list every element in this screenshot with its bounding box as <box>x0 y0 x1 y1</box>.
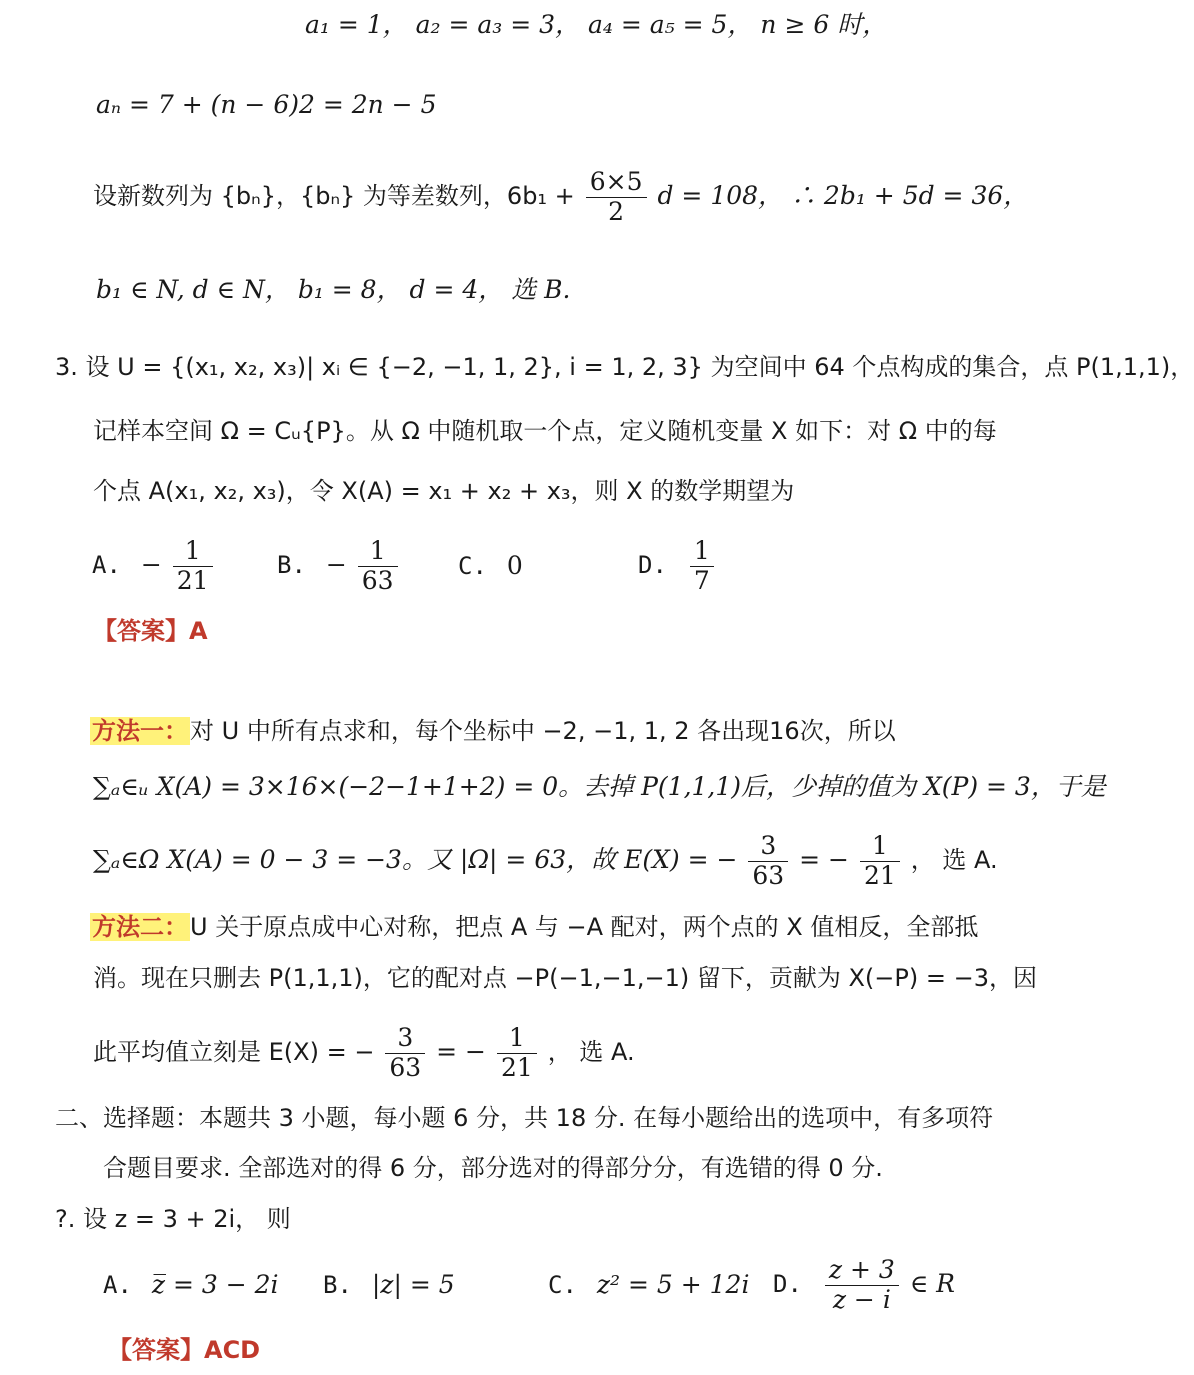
fraction-denominator: 7 <box>693 565 710 595</box>
option-tail: ∈ R <box>909 1268 956 1298</box>
option-fraction <box>173 537 213 596</box>
derivation-line-2: aₙ = 7 + (n − 6)2 = 2n − 5 <box>96 90 437 119</box>
derivation-line-3-end: d = 108， ∴ 2b₁ + 5d = 36， <box>657 180 1029 210</box>
q8-option-a <box>92 537 216 596</box>
fraction-numerator: 3 <box>748 832 788 862</box>
method-2-line-1 <box>90 914 978 939</box>
option-value: z̅ = 3 − 2i <box>151 1270 279 1299</box>
option-value: |z| = 5 <box>371 1270 455 1299</box>
question-8-line-2: 记样本空间 Ω = Cᵤ{P}。从 Ω 中随机取一个点，定义随机变量 X 如下：对 Ω 中的每 <box>93 417 997 445</box>
option-label: D. <box>638 550 667 579</box>
method-1-line-3 <box>93 832 998 891</box>
fraction-denominator: 2 <box>608 196 625 226</box>
section-2-heading-line-1: 二、选择题：本题共 3 小题，每小题 6 分，共 18 分. 在每小题给出的选项中，有多项符 <box>55 1104 994 1132</box>
derivation-line-4: b₁ ∈ N, d ∈ N， b₁ = 8， d = 4， 选 B. <box>96 275 571 304</box>
q8-option-c <box>458 551 523 580</box>
method-1-line-2: ∑ₐ∈ᵤ X(A) = 3×16×(−2−1+1+2) = 0。去掉 P(1,1,1)后，少掉的值为 X(P) = 3，于是 <box>93 772 1106 801</box>
fraction-1-over-21 <box>860 832 900 891</box>
equals-minus: = − <box>436 1036 486 1066</box>
fraction-6x5-over-2 <box>586 168 647 227</box>
option-sign: − <box>325 549 347 579</box>
method-2-label: 方法二： <box>92 913 188 941</box>
option-value: 0 <box>506 551 523 580</box>
q9-option-a <box>103 1270 279 1299</box>
derivation-line-3 <box>93 168 1028 227</box>
option-label: A. <box>92 550 121 579</box>
fraction-numerator: 1 <box>173 537 213 567</box>
method-2-text: U 关于原点成中心对称，把点 A 与 −A 配对，两个点的 X 值相反，全部抵 <box>190 913 979 941</box>
q9-answer: 【答案】ACD <box>108 1336 261 1364</box>
fraction-numerator: z + 3 <box>825 1256 899 1286</box>
fraction-numerator: 6×5 <box>586 168 647 198</box>
derivation-line-1: a₁ = 1， a₂ = a₃ = 3， a₄ = a₅ = 5， n ≥ 6 时， <box>305 10 888 39</box>
option-label: B. <box>277 550 306 579</box>
option-fraction <box>690 537 714 596</box>
fraction-1-over-21 <box>497 1024 537 1083</box>
fraction-3-over-63 <box>385 1024 425 1083</box>
fraction-denominator: 21 <box>176 565 209 595</box>
fraction-numerator: 1 <box>358 537 398 567</box>
option-sign: − <box>140 549 162 579</box>
equals-minus: = − <box>799 844 849 874</box>
method-1-line-1 <box>90 718 896 743</box>
fraction-denominator: 21 <box>863 860 896 890</box>
option-label: A. <box>103 1271 132 1299</box>
option-fraction <box>825 1256 899 1315</box>
fraction-numerator: 1 <box>690 537 714 567</box>
choose-a-text: ， 选 A. <box>547 1037 635 1066</box>
option-fraction <box>358 537 398 596</box>
fraction-denominator: 21 <box>500 1052 533 1082</box>
option-value: z² = 5 + 12i <box>596 1270 750 1299</box>
option-label: C. <box>458 552 487 580</box>
q9-option-c <box>548 1270 749 1299</box>
method-1-text: 对 U 中所有点求和，每个坐标中 −2, −1, 1, 2 各出现16次，所以 <box>190 717 896 745</box>
q9-option-b <box>323 1270 455 1299</box>
question-8-line-3: 个点 A(x₁, x₂, x₃)，令 X(A) = x₁ + x₂ + x₃，则 X 的数学期望为 <box>93 477 795 505</box>
method-2-line-2: 消。现在只删去 P(1,1,1)，它的配对点 −P(−1,−1,−1) 留下，贡献为 X(−P) = −3，因 <box>93 964 1037 992</box>
fraction-numerator: 1 <box>860 832 900 862</box>
fraction-numerator: 3 <box>385 1024 425 1054</box>
option-label: C. <box>548 1271 577 1299</box>
question-8-line-1: 3. 设 U = {(x₁, x₂, x₃)| xᵢ ∈ {−2, −1, 1, 2}, i = 1, 2, 3} 为空间中 64 个点构成的集合，点 P(1,1,1)， <box>55 353 1194 381</box>
method-1-line-3-start: ∑ₐ∈Ω X(A) = 0 − 3 = −3。又 |Ω| = 63，故 E(X) = − <box>93 844 738 874</box>
q8-option-b <box>277 537 401 596</box>
fraction-denominator: 63 <box>361 565 394 595</box>
fraction-3-over-63 <box>748 832 788 891</box>
fraction-numerator: 1 <box>497 1024 537 1054</box>
option-label: D. <box>773 1269 802 1298</box>
method-2-line-3 <box>93 1024 635 1083</box>
section-2-heading-line-2: 合题目要求. 全部选对的得 6 分，部分选对的得部分分，有选错的得 0 分. <box>103 1154 883 1182</box>
method-1-label: 方法一： <box>92 717 188 745</box>
choose-a-text: ， 选 A. <box>910 845 998 874</box>
fraction-denominator: 63 <box>752 860 785 890</box>
q9-option-d <box>773 1256 955 1315</box>
derivation-line-3-start: 设新数列为 {bₙ}，{bₙ} 为等差数列，6b₁ + <box>93 181 575 210</box>
question-9-stem: ?. 设 z = 3 + 2i， 则 <box>55 1205 291 1233</box>
option-label: B. <box>323 1271 352 1299</box>
method-2-line-3-start: 此平均值立刻是 E(X) = − <box>93 1037 375 1066</box>
fraction-denominator: z − i <box>832 1284 891 1314</box>
q8-option-d <box>638 537 717 596</box>
q8-answer: 【答案】A <box>93 617 208 645</box>
fraction-denominator: 63 <box>389 1052 422 1082</box>
